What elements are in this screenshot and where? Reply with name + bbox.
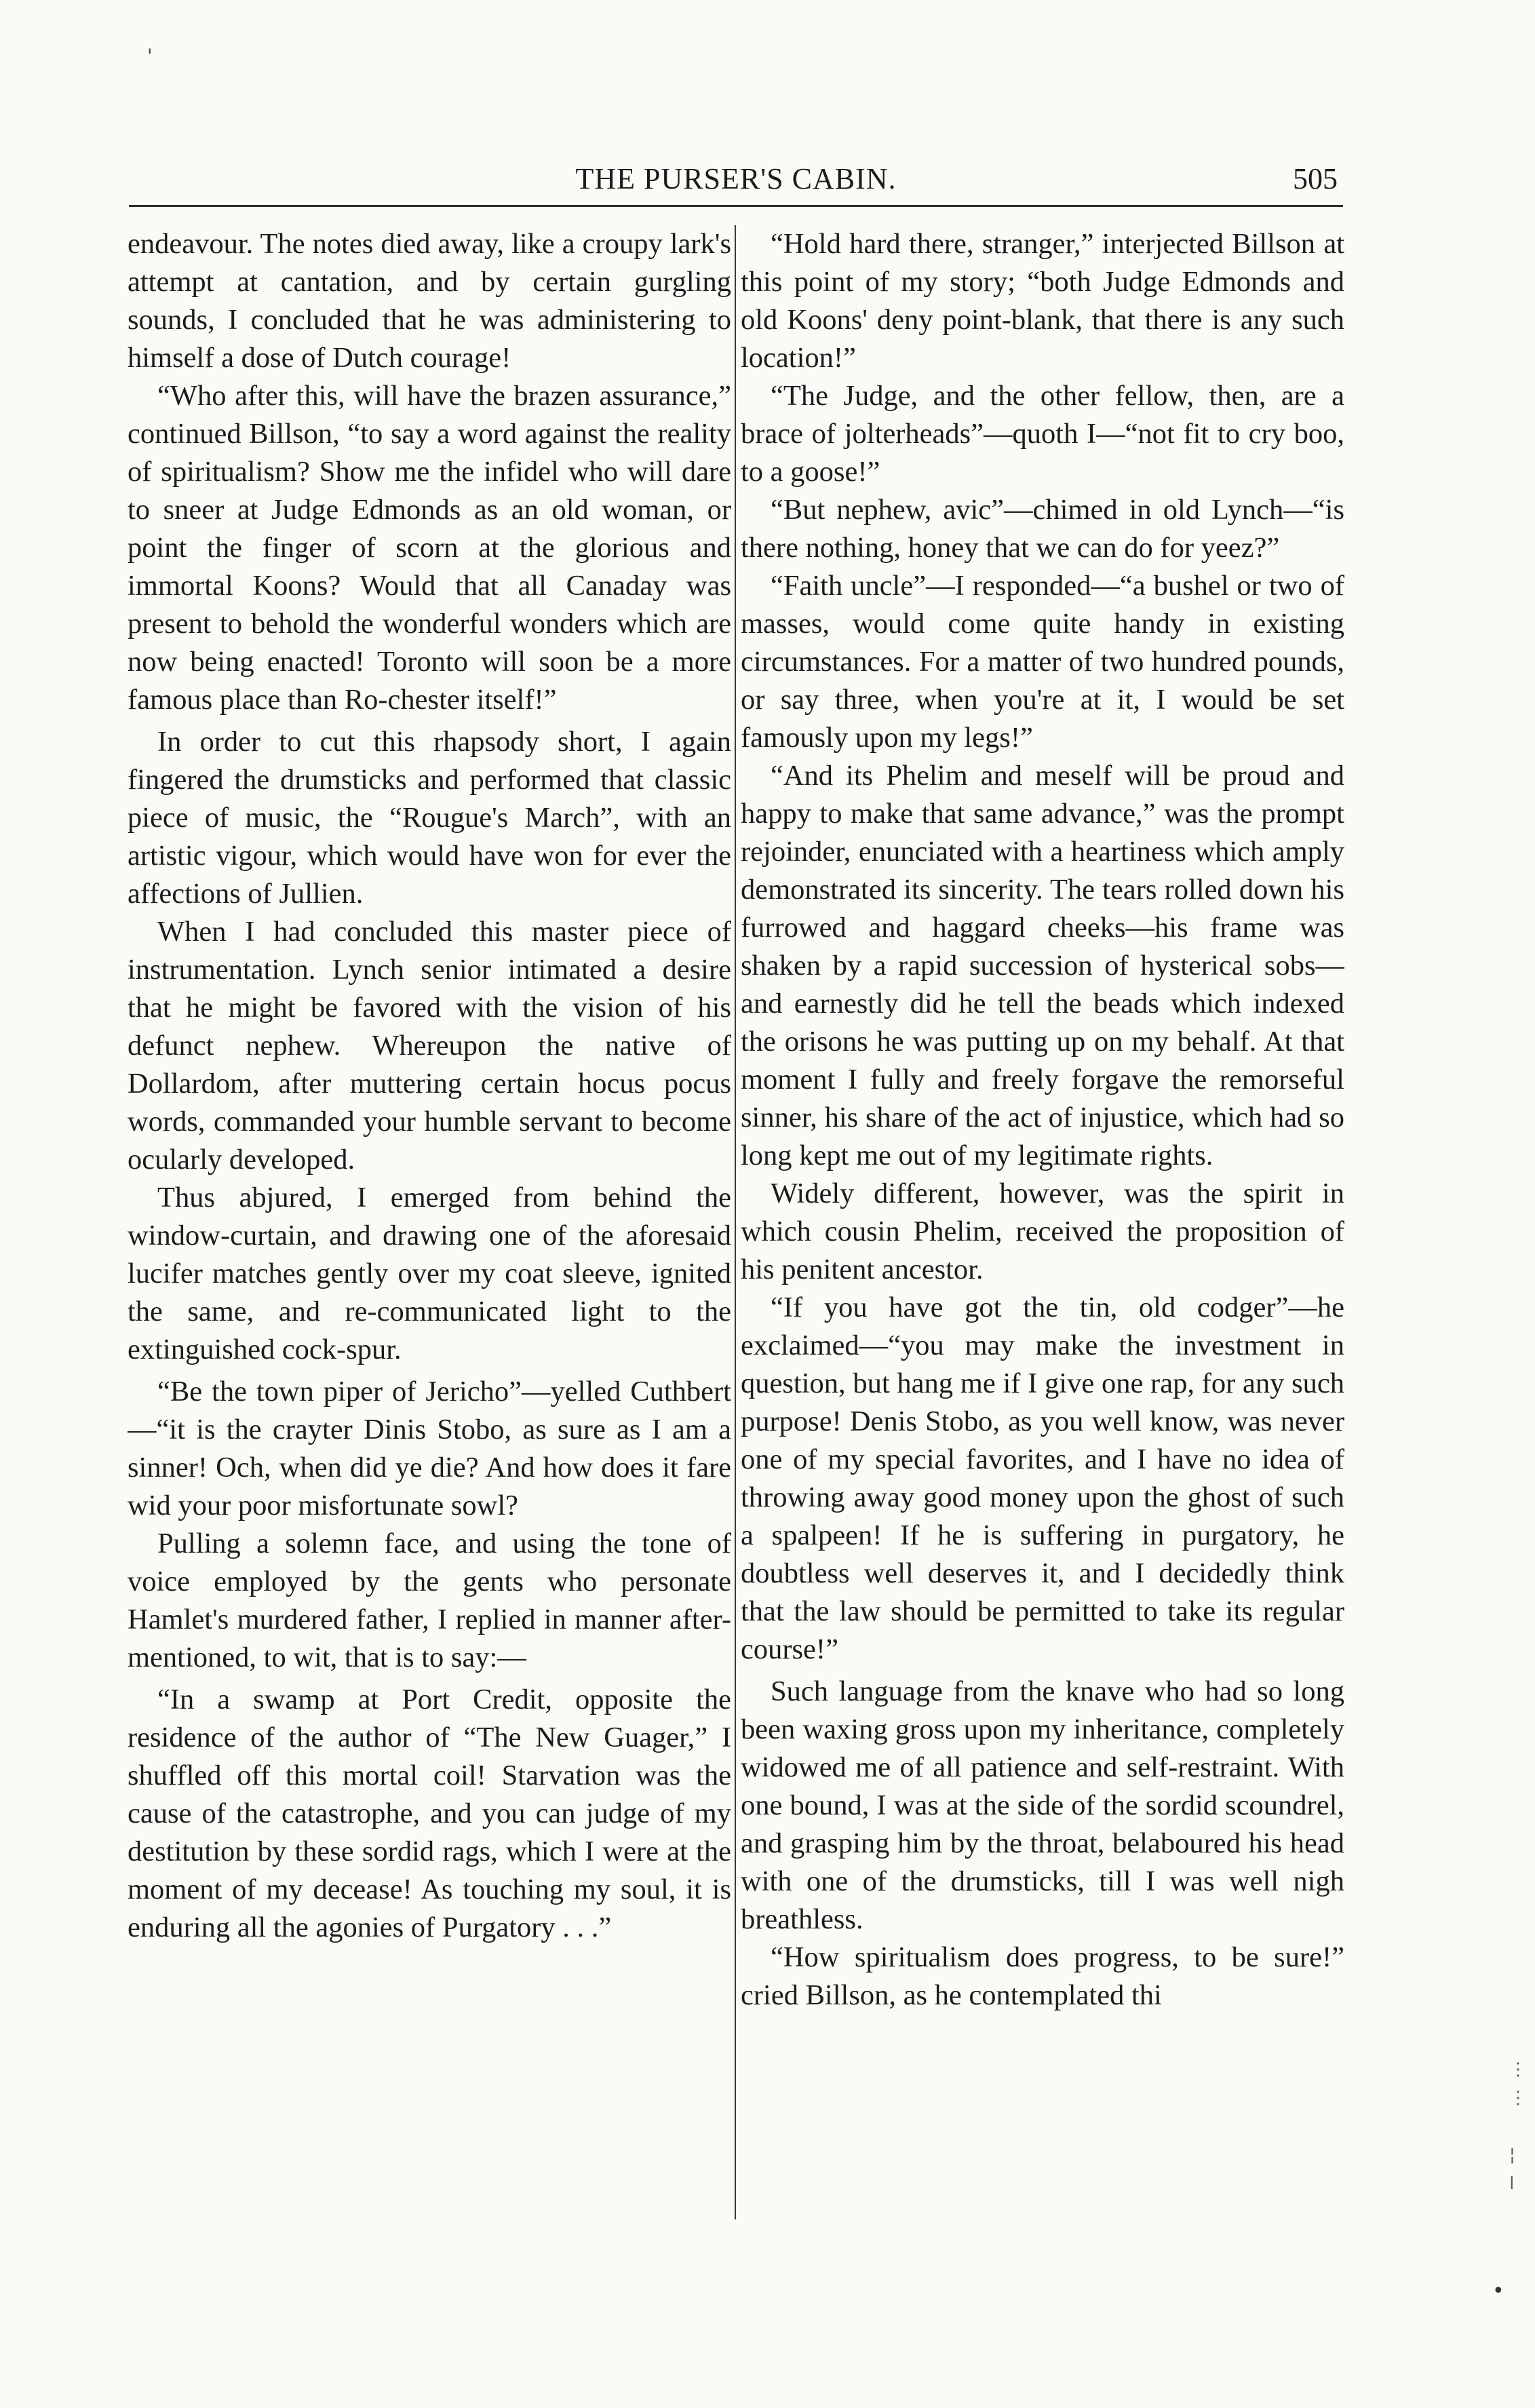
paragraph: “Hold hard there, stranger,” interjected Billson at this point of my story; “both Judge Edmonds and old Koons' deny point-blank, that there is any such location!”: [741, 228, 1344, 374]
page-number: 505: [1293, 162, 1338, 195]
paragraph: “In a swamp at Port Credit, opposite the residence of the author of “The New Guager,” I shuffled off this mortal coil! Starvation was the cause of the catastrophe, and you can judge of my destitution by these sordid rags, which I were at the moment of my decease! As touching my soul, it is enduring all the agonies of Purgatory . . .”: [128, 1684, 731, 1943]
margin-speck: •: [1492, 2279, 1504, 2303]
paragraph: endeavour. The notes died away, like a croupy lark's attempt at cantation, and by certain gurgling sounds, I concluded that he was administering to himself a dose of Dutch courage!: [128, 228, 731, 374]
paragraph: In order to cut this rhapsody short, I again fingered the drumsticks and performed that classic piece of music, the “Rougue's March”, with an artistic vigour, which would have won for ever the affections of Jullien.: [128, 726, 731, 910]
paragraph: When I had concluded this master piece of instrumentation. Lynch senior intimated a desire that he might be favored with the vision of his defunct nephew. Whereupon the native of Dollardom, after muttering certain hocus pocus words, commanded your humble servant to become ocularly developed.: [128, 916, 731, 1176]
paragraph: “But nephew, avic”—chimed in old Lynch—“is there nothing, honey that we can do for yeez?”: [741, 494, 1344, 564]
running-title: THE PURSER'S CABIN.: [575, 162, 897, 195]
paragraph: “And its Phelim and meself will be proud and happy to make that same advance,” was the prompt rejoinder, enunciated with a heartiness which amply demonstrated its sincerity. The tears rolled down his furrowed and haggard cheeks—his frame was shaken by a rapid succession of hysterical sobs—and earnestly did he tell the beads which indexed the orisons he was putting up on my behalf. At that moment I fully and freely forgave the remorseful sinner, his share of the act of injustice, which had so long kept me out of my legitimate rights.: [741, 760, 1344, 1171]
paragraph: “Faith uncle”—I responded—“a bushel or two of masses, would come quite handy in existing circumstances. For a matter of two hundred pounds, or say three, when you're at it, I would be set famously upon my legs!”: [741, 570, 1344, 754]
paragraph: Widely different, however, was the spirit in which cousin Phelim, received the proposition of his penitent ancestor.: [741, 1178, 1344, 1285]
paragraph: “How spiritualism does progress, to be sure!” cried Billson, as he contemplated thi: [741, 1941, 1344, 2011]
paragraph: Such language from the knave who had so long been waxing gross upon my inheritance, completely widowed me of all patience and self-restraint. With one bound, I was at the side of the sordid scoundrel, and grasping him by the throat, belaboured his head with one of the drumsticks, till I was well nigh breathless.: [741, 1675, 1344, 1935]
margin-speckles: ⋮ ⋮ ¦ ǀ: [1509, 2059, 1527, 2194]
paragraph: “Be the town piper of Jericho”—yelled Cuthbert—“it is the crayter Dinis Stobo, as sure as I am a sinner! Och, when did ye die? And how does it fare wid your poor misfortunate sowl?: [128, 1376, 731, 1521]
page-header: [129, 157, 1343, 207]
paragraph: “The Judge, and the other fellow, then, are a brace of jolterheads”—quoth I—“not fit to cry boo, to a goose!”: [741, 380, 1344, 488]
left-column: [128, 225, 731, 2342]
paragraph: “If you have got the tin, old codger”—he exclaimed—“you may make the investment in question, but hang me if I give one rap, for any such purpose! Denis Stobo, as you well know, was never one of my special favorites, and I have no idea of throwing away good money upon the ghost of such a spalpeen! If he is suffering in purgatory, he doubtless well deserves it, and I decidedly think that the law should be permitted to take its regular course!”: [741, 1292, 1344, 1665]
paragraph: Thus abjured, I emerged from behind the window-curtain, and drawing one of the aforesaid lucifer matches gently over my coat sleeve, ignited the same, and re-communicated light to the extinguished cock-spur.: [128, 1182, 731, 1365]
paragraph: “Who after this, will have the brazen assurance,” continued Billson, “to say a word against the reality of spiritualism? Show me the infidel who will dare to sneer at Judge Edmonds as an old woman, or point the finger of scorn at the glorious and immortal Koons? Would that all Canaday was present to behold the wonderful wonders which are now being enacted! Toronto will soon be a more famous place than Ro-chester itself!”: [128, 380, 731, 716]
paragraph: Pulling a solemn face, and using the tone of voice employed by the gents who personate Hamlet's murdered father, I replied in manner after-mentioned, to wit, that is to say:—: [128, 1528, 731, 1673]
right-column: [741, 225, 1344, 2342]
margin-tick: ': [147, 45, 153, 67]
column-divider: [735, 225, 736, 2219]
